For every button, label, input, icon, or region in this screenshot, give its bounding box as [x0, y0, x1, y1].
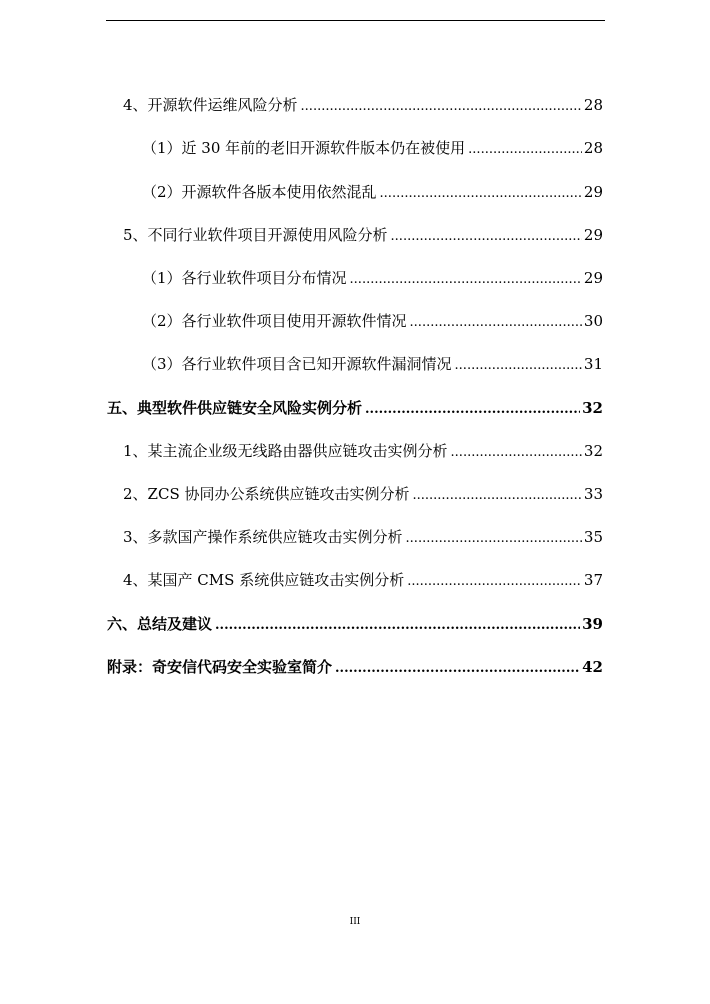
toc-entry[interactable] [123, 570, 603, 592]
toc-section-entry[interactable] [107, 398, 603, 420]
toc-entry[interactable] [142, 268, 603, 290]
toc-entry-page: 32 [582, 399, 603, 417]
toc-leader-dots [455, 356, 582, 376]
toc-leader-dots [451, 443, 582, 463]
toc-entry-page: 29 [583, 183, 603, 201]
toc-entry-title: （2）开源软件各版本使用依然混乱 [142, 183, 377, 201]
toc-entry[interactable] [142, 354, 603, 376]
toc-entry-page: 29 [583, 269, 603, 287]
toc-entry-title: 1、某主流企业级无线路由器供应链攻击实例分析 [123, 442, 448, 460]
toc-entry[interactable] [123, 441, 603, 463]
toc-entry-title: 附录：奇安信代码安全实验室简介 [107, 658, 333, 676]
toc-leader-dots [335, 659, 580, 679]
toc-entry-page: 32 [583, 442, 603, 460]
toc-entry-page: 28 [583, 139, 603, 157]
toc-entry[interactable] [142, 138, 603, 160]
toc-leader-dots [391, 227, 582, 247]
toc-entry-page: 30 [583, 312, 603, 330]
toc-entry[interactable] [123, 484, 603, 506]
toc-entry-title: 六、总结及建议 [107, 615, 213, 633]
toc-entry-page: 29 [583, 226, 603, 244]
toc-section-entry[interactable] [107, 657, 603, 679]
toc-leader-dots [413, 486, 582, 506]
toc-leader-dots [406, 529, 582, 549]
toc-entry[interactable] [123, 527, 603, 549]
toc-entry-title: （1）各行业软件项目分布情况 [142, 269, 347, 287]
toc-entry-page: 37 [583, 571, 603, 589]
toc-entry-title: （1）近 30 年前的老旧开源软件版本仍在被使用 [142, 139, 466, 157]
toc-leader-dots [215, 616, 580, 636]
toc-entry[interactable] [123, 225, 603, 247]
toc-entry-page: 28 [583, 96, 603, 114]
toc-leader-dots [410, 313, 582, 333]
toc-leader-dots [365, 400, 580, 420]
toc-section-entry[interactable] [107, 614, 603, 636]
toc-entry-page: 31 [583, 355, 603, 373]
toc-entry-title: （3）各行业软件项目含已知开源软件漏洞情况 [142, 355, 452, 373]
page-number: III [349, 917, 361, 927]
toc-entry[interactable] [142, 182, 603, 204]
toc-entry-title: 3、多款国产操作系统供应链攻击实例分析 [123, 528, 403, 546]
toc-entry[interactable] [123, 95, 603, 117]
toc-leader-dots [380, 184, 582, 204]
toc-leader-dots [350, 270, 582, 290]
toc-entry-title: 4、开源软件运维风险分析 [123, 96, 298, 114]
toc-entry-title: （2）各行业软件项目使用开源软件情况 [142, 312, 407, 330]
toc-entry-title: 五、典型软件供应链安全风险实例分析 [107, 399, 363, 417]
toc-entry-title: 5、不同行业软件项目开源使用风险分析 [123, 226, 388, 244]
toc-entry-page: 42 [582, 658, 603, 676]
toc-entry[interactable] [142, 311, 603, 333]
toc-entry-title: 2、ZCS 协同办公系统供应链攻击实例分析 [123, 485, 410, 503]
toc-entry-page: 35 [583, 528, 603, 546]
toc-entry-title: 4、某国产 CMS 系统供应链攻击实例分析 [123, 571, 405, 589]
toc-leader-dots [407, 572, 582, 592]
toc-entry-page: 39 [582, 615, 603, 633]
toc-leader-dots [301, 97, 582, 117]
toc-entry-page: 33 [583, 485, 603, 503]
toc-leader-dots [468, 140, 582, 160]
